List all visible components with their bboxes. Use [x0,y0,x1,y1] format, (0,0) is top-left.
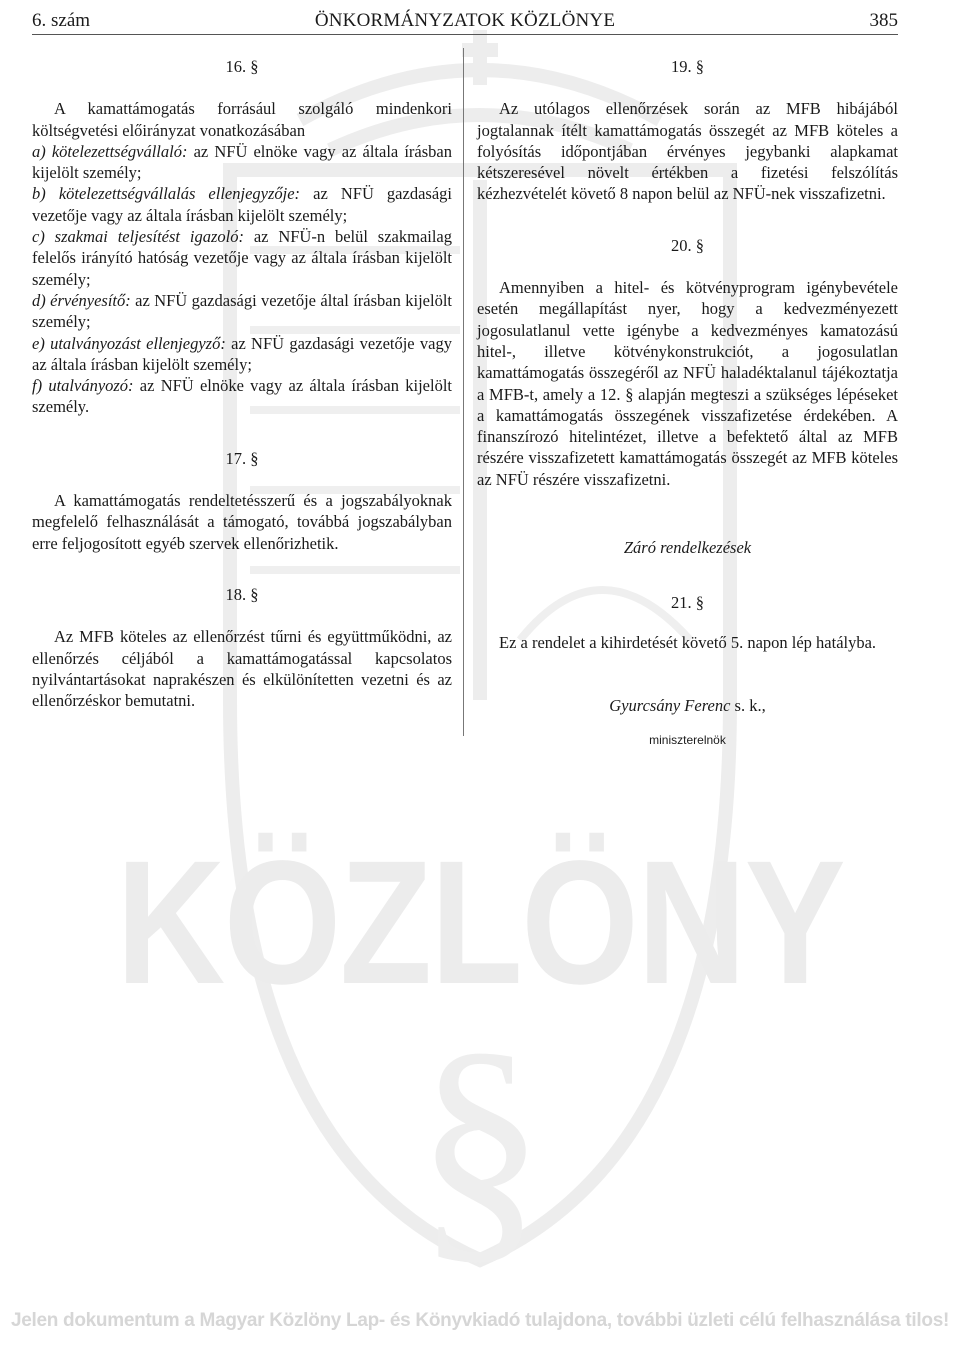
section-16-item-d [32,290,452,333]
item-b-text: az NFÜ gazdasági vezetője vagy az általa írásban kijelölt személy; [32,184,452,225]
item-e-text: az NFÜ gazdasági vezetője vagy az általa írásban kijelölt személy; [32,333,452,374]
section-sign-watermark-icon: § [415,999,545,1287]
item-d-label: d) érvényesítő: [32,290,131,310]
signature [477,695,898,716]
page-number: 385 [869,10,898,31]
section-18-heading: 18. § [225,584,259,604]
section-21-text: Ez a rendelet a kihirdetését követő 5. napon lép hatályba. [499,632,877,652]
section-19-text: Az utólagos ellenőrzések során az MFB hibájából jogtalannak ítélt kamattámogatás összegét az MFB köteles a folyósítás időpontjában érvényes jegybanki alapkamat kétszeresével növelt értékben a fizetési felszólítás kézhezvételét követő 8 napon belül az NFÜ-nek visszafizetni. [477,99,898,204]
section-16-heading: 16. § [225,57,259,76]
section-16-item-c [32,226,452,290]
page-header [32,10,898,35]
section-16-item-f [32,375,452,418]
section-17-text: A kamattámogatás rendeltetésszerű és a jogszabályoknak megfelelő felhasználását a támogató, továbbá jogszabályban erre feljogosított egyéb szervek ellenőrizhetik. [32,491,452,553]
section-17-heading: 17. § [225,448,259,468]
item-b-label: b) kötelezettségvállalás ellenjegyzője: [32,184,301,204]
item-f-text: az NFÜ elnöke vagy az általa írásban kijelölt személy. [32,376,452,417]
publication-title: ÖNKORMÁNYZATOK KÖZLÖNYE [314,10,616,31]
footer-notice: Jelen dokumentum a Magyar Közlöny Lap- és Könyvkiadó tulajdona, további üzleti célú felhasználása tilos! [10,1310,949,1331]
item-c-text: az NFÜ-n belül szakmailag felelős irányító hatóság vezetője vagy az általa írásban kijelölt személy; [32,227,453,289]
item-f-label: f) utalványozó: [32,376,134,396]
column-divider [463,48,464,736]
item-d-text: az NFÜ gazdasági vezetője által írásban kijelölt személy; [32,290,452,332]
issue-number: 6. szám [32,10,91,31]
signatory-role: miniszterelnök [649,733,726,748]
section-16-item-b [32,183,452,226]
right-column [477,56,898,759]
watermark-text: KÖZLÖNY [116,825,844,1021]
section-16-item-a [32,141,452,184]
item-e-label: e) utalványozást ellenjegyző: [32,333,226,353]
section-18-text: Az MFB köteles az ellenőrzést tűrni és együttműködni, az ellenőrzés céljából a kamattámogatással kapcsolatos nyilvántartásokat naprakészen és elkülönítetten vezetni és az ellenőrzéskor bemutatni. [32,627,452,711]
item-a-text: az NFÜ elnöke vagy az általa írásban kijelölt személy; [32,141,452,183]
section-19-heading: 19. § [671,57,704,76]
item-c-label: c) szakmai teljesítést igazoló: [32,227,244,247]
section-16-item-e [32,333,452,376]
item-a-label: a) kötelezettségvállaló: [32,141,188,161]
signature-suffix: s. k., [730,696,766,716]
closing-provisions-title: Záró rendelkezések [623,537,752,557]
signatory-name: Gyurcsány Ferenc [609,696,731,716]
left-column [32,56,452,711]
section-20-text: Amennyiben a hitel- és kötvényprogram igénybevétele esetén megállapítást nyer, hogy a kedvezményezett jogosulatlanul vette igénybe a kedvezményes kamatozású hitel-, illetve kötvénykonstrukciót, a jogosulatlan kamattámogatás összegéről az NFÜ haladéktalanul tájékoztatja a MFB-t, amely a 12. § alapján megteszi a szükséges lépéseket a kamattámogatás összegének visszafizetése érdekében. A finanszírozó hitelintézet, illetve a befektető által az MFB részére visszafizetett kamattámogatás összegét az MFB köteles az NFÜ részére visszafizetni. [477,278,898,489]
section-20-heading: 20. § [671,235,704,255]
section-16-intro: A kamattámogatás forrásául szolgáló mindenkori költségvetési előirányzat vonatkozásában [32,99,452,140]
section-21-heading: 21. § [671,593,704,613]
